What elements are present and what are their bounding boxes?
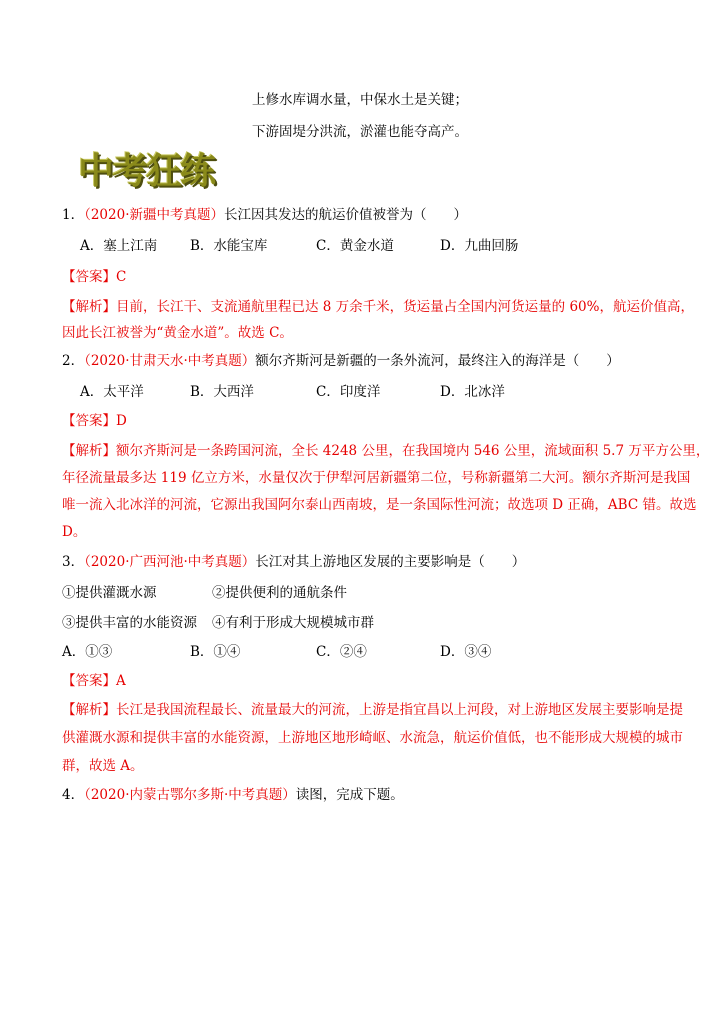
poem-line-2: 下游固堤分洪流，淤灌也能夺高产。 [252, 124, 468, 140]
q3-analysis-text-1: 长江是我国流程最长、流量最大的河流，上游是指宜昌以上河段，对上游地区发展主要影响是提 [116, 702, 683, 718]
q2-analysis-line-1 [62, 442, 709, 460]
question-2-stem: 额尔齐斯河是新疆的一条外流河，最终注入的海洋是（ ） [255, 353, 620, 369]
q1-option-a: A．塞上江南 [80, 238, 158, 254]
question-3-number: 3． [62, 554, 85, 570]
q3-answer: 【答案】A [62, 673, 126, 689]
q1-answer: 【答案】C [62, 269, 127, 285]
section-banner [78, 150, 238, 194]
poem-line-1: 上修水库调水量，中保水土是关键； [252, 92, 468, 108]
q3-analysis-line-1 [62, 701, 683, 719]
q2-option-a: A．太平洋 [80, 384, 144, 400]
question-1-source: （2020·新疆中考真题） [84, 207, 224, 223]
q1-option-c: C．黄金水道 [316, 238, 394, 254]
question-3-stem: 长江对其上游地区发展的主要影响是（ ） [255, 554, 526, 570]
q2-option-c: C．印度洋 [316, 384, 381, 400]
q2-analysis-tag: 【解析】 [62, 443, 116, 459]
q3-option-a: A．①③ [62, 644, 113, 660]
question-1-stem: 长江因其发达的航运价值被誉为（ ） [224, 207, 467, 223]
question-1-number: 1． [62, 207, 85, 223]
q3-choice-3: ③提供丰富的水能资源 [62, 615, 197, 631]
q2-analysis-line-3: 唯一流入北冰洋的河流，它源出我国阿尔泰山西南坡，是一条国际性河流；故选项 D 正确，ABC 错。故选 [62, 497, 697, 513]
q2-option-d: D．北冰洋 [440, 384, 505, 400]
q3-analysis-tag: 【解析】 [62, 702, 116, 718]
q3-analysis-line-2: 供灌溉水源和提供丰富的水能资源，上游地区地形崎岖、水流急，航运价值低，也不能形成大规模的城市 [62, 730, 683, 746]
q1-option-b: B．水能宝库 [190, 238, 268, 254]
question-1 [62, 206, 467, 224]
q3-option-c: C．②④ [316, 644, 367, 660]
q3-choice-1: ①提供灌溉水源 [62, 585, 157, 601]
q1-analysis-text-1: 目前，长江干、支流通航里程已达 8 万余千米，货运量占全国内河货运量的 60%，航运价值高， [116, 299, 694, 315]
q2-analysis-line-4: D。 [62, 524, 87, 540]
question-4-stem: 读图，完成下题。 [295, 787, 404, 803]
question-3 [62, 553, 525, 571]
q2-answer: 【答案】D [62, 413, 127, 429]
q1-analysis-line-1 [62, 298, 694, 316]
q2-option-b: B．大西洋 [190, 384, 254, 400]
question-4-source: （2020·内蒙古鄂尔多斯·中考真题） [84, 787, 296, 803]
q3-choice-4: ④有利于形成大规模城市群 [212, 615, 374, 631]
section-banner-title: 中考狂练 [78, 151, 215, 192]
q2-analysis-line-2: 年径流量最多达 119 亿立方米，水量仅次于伊犁河居新疆第二位，号称新疆第二大河。额尔齐斯河是我国 [62, 470, 691, 486]
q1-option-d: D．九曲回肠 [440, 238, 519, 254]
question-2 [62, 352, 620, 370]
q1-analysis-tag: 【解析】 [62, 299, 116, 315]
q3-option-d: D．③④ [440, 644, 492, 660]
q3-option-b: B．①④ [190, 644, 241, 660]
question-3-source: （2020·广西河池·中考真题） [84, 554, 256, 570]
question-4-number: 4． [62, 787, 85, 803]
q3-choice-2: ②提供便利的通航条件 [212, 585, 347, 601]
question-2-number: 2． [62, 353, 85, 369]
question-4 [62, 786, 404, 804]
q1-analysis-line-2: 因此长江被誉为“黄金水道”。故选 C。 [62, 325, 293, 341]
question-2-source: （2020·甘肃天水·中考真题） [84, 353, 256, 369]
q3-analysis-line-3: 群，故选 A。 [62, 758, 144, 774]
q2-analysis-text-1: 额尔齐斯河是一条跨国河流，全长 4248 公里，在我国境内 546 公里，流域面积 5.7 万平方公里， [116, 443, 710, 459]
